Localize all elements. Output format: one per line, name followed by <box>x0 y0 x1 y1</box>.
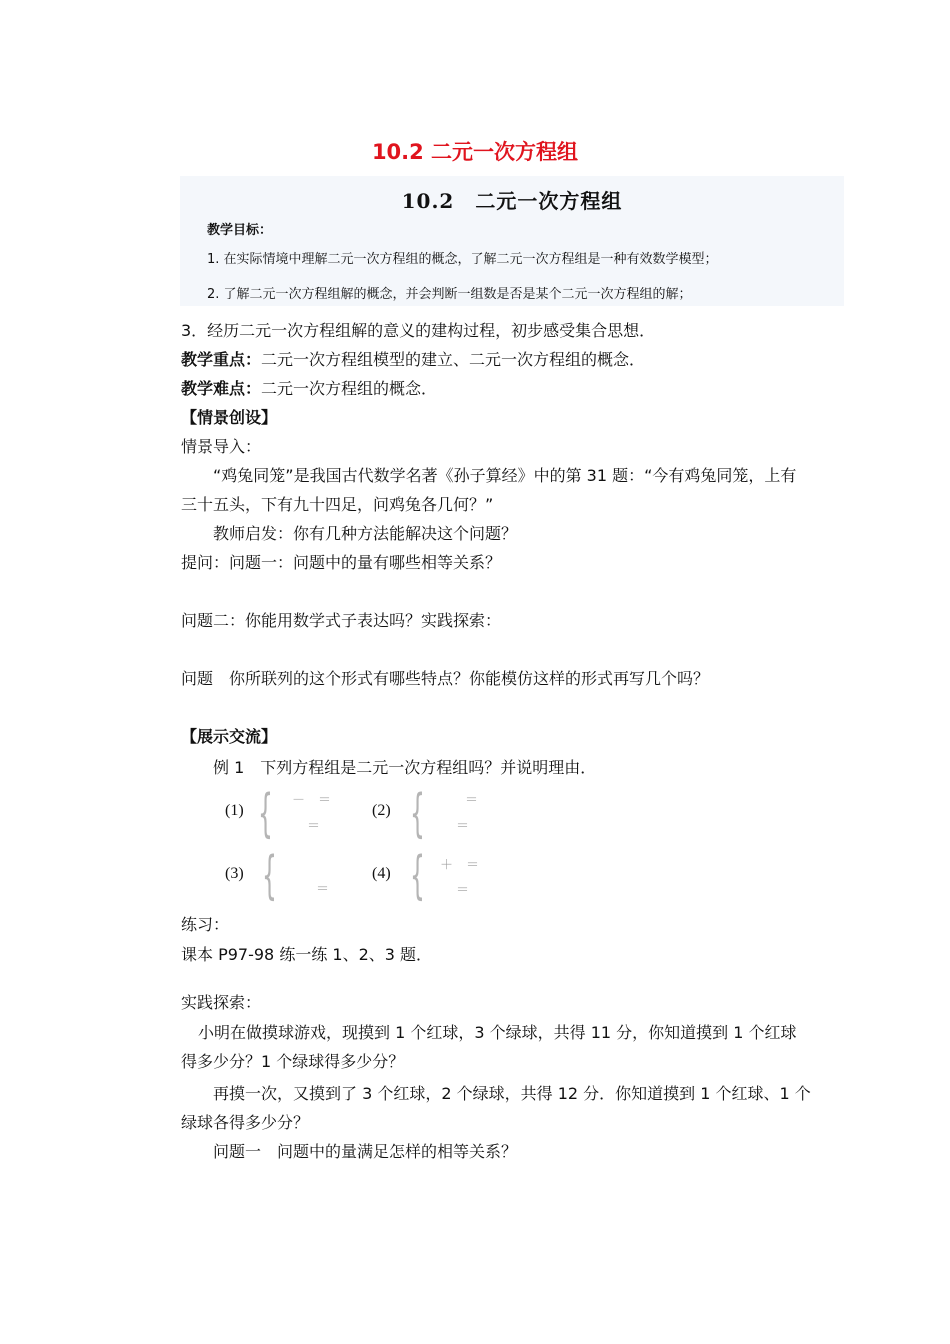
key-point-text: 二元一次方程组模型的建立、二元一次方程组的概念． <box>261 350 646 369</box>
system-2-line-1: ＝ <box>465 793 479 808</box>
example-1: 例 1 下列方程组是二元一次方程组吗？并说明理由． <box>213 758 597 777</box>
exploration-p2-line-1: 再摸一次，又摸到了 3 个红球，2 个绿球，共得 12 分．你知道摸到 1 个红球、1 个 <box>213 1084 811 1103</box>
system-2-line-2: ＝ <box>456 819 470 834</box>
goals-label: 教学目标： <box>207 223 273 238</box>
story-line-1: “鸡兔同笼”是我国古代数学名著《孙子算经》中的第 31 题：“今有鸡兔同笼，上有 <box>213 466 797 485</box>
system-1-brace: { <box>258 784 273 844</box>
system-2-label: (2) <box>372 802 391 819</box>
key-point-label: 教学重点： <box>181 350 262 369</box>
system-1-line-2: ＝ <box>307 819 321 834</box>
system-4-line-1: ＋ ＝ <box>440 858 480 873</box>
system-4-line-2: ＝ <box>456 883 470 898</box>
exploration-label: 实践探索： <box>181 993 262 1012</box>
practice-label: 练习： <box>181 915 230 934</box>
difficulty <box>181 376 437 399</box>
system-3-line-2: ＝ <box>316 882 330 897</box>
key-point <box>181 347 645 370</box>
system-1-line-1: － ＝ <box>292 793 332 808</box>
question-2: 问题二：你能用数学式子表达吗？实践探索： <box>181 611 502 630</box>
goal-2: 2. 了解二元一次方程组解的概念，并会判断一组数是否是某个二元一次方程组的解； <box>207 287 692 302</box>
practice-text: 课本 P97-98 练一练 1、2、3 题． <box>181 945 433 964</box>
header-title: 10.2 二元一次方程组 <box>401 189 623 213</box>
scenario-intro-label: 情景导入： <box>181 437 262 456</box>
exploration-p2-line-2: 绿球各得多少分？ <box>181 1113 310 1132</box>
question-3: 问题 你所联列的这个形式有哪些特点？你能模仿这样的形式再写几个吗？ <box>181 669 710 688</box>
question-1: 提问：问题一：问题中的量有哪些相等关系？ <box>181 553 502 572</box>
system-1-label: (1) <box>225 802 244 819</box>
scenario-heading: 【情景创设】 <box>181 408 278 427</box>
system-3-brace: { <box>262 846 277 906</box>
goal-3: 3．经历二元一次方程组解的意义的建构过程，初步感受集合思想． <box>181 321 656 340</box>
exploration-question: 问题一 问题中的量满足怎样的相等关系？ <box>213 1142 518 1161</box>
system-4-label: (4) <box>372 865 391 882</box>
document-title: 10.2 二元一次方程组 <box>371 140 579 164</box>
system-2-brace: { <box>410 784 425 844</box>
exchange-heading: 【展示交流】 <box>181 727 278 746</box>
difficulty-label: 教学难点： <box>181 379 262 398</box>
system-4-brace: { <box>410 846 425 906</box>
exploration-p1-line-2: 得多少分？1 个绿球得多少分？ <box>181 1052 405 1071</box>
system-3-label: (3) <box>225 865 244 882</box>
goal-1: 1. 在实际情境中理解二元一次方程组的概念，了解二元一次方程组是一种有效数学模型； <box>207 252 718 267</box>
exploration-p1-line-1: 小明在做摸球游戏，现摸到 1 个红球，3 个绿球，共得 11 分，你知道摸到 1 个红球 <box>198 1023 797 1042</box>
teacher-prompt: 教师启发：你有几种方法能解决这个问题？ <box>213 524 518 543</box>
story-line-2: 三十五头，下有九十四足，问鸡兔各几何？” <box>181 495 494 514</box>
difficulty-text: 二元一次方程组的概念． <box>261 379 438 398</box>
